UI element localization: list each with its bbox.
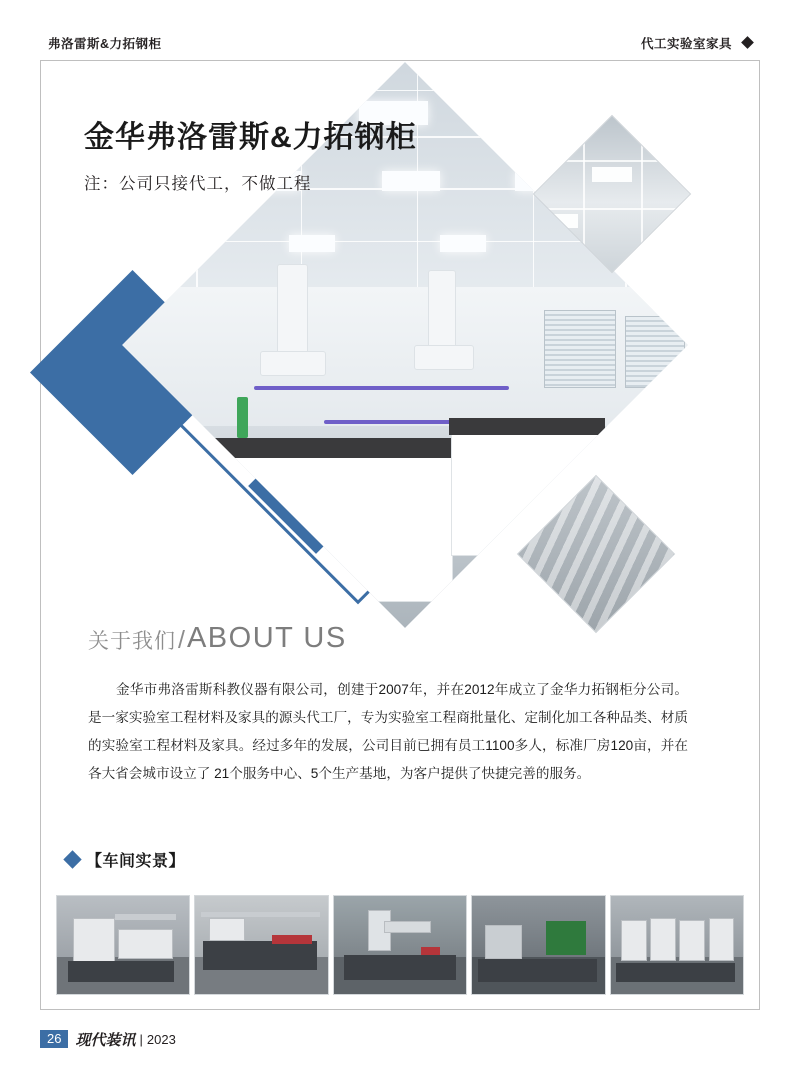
about-us-paragraph: 金华市弗洛雷斯科教仪器有限公司，创建于2007年，并在2012年成立了金华力拓钢柜分公司。是一家实验室工程材料及家具的源头代工厂，专为实验室工程商批量化、定制化加工各种品类、材质的实验室工程材料及家具。经过多年的发展，公司目前已拥有员工1100多人，标准厂房120亩，并在各大省会城市设立了 21个服务中心、5个生产基地，为客户提供了快捷完善的服务。: [88, 682, 688, 781]
header-right-title: 代工实验室家具: [640, 37, 732, 51]
diamond-icon: [63, 850, 81, 868]
about-heading-cn: 关于我们: [88, 630, 176, 653]
page-number: 26: [40, 1030, 68, 1048]
workshop-photo-cutting-bed: [194, 895, 328, 995]
footer-separator: |: [139, 1031, 143, 1047]
workshop-photo-strip: [56, 895, 744, 995]
page-subtitle: 注：公司只接代工，不做工程: [84, 175, 312, 193]
workshop-photo-assembly-line: [610, 895, 744, 995]
diamond-icon: [741, 36, 754, 49]
page-title: 金华弗洛雷斯&力拓钢柜: [84, 121, 417, 154]
about-us-heading: [88, 622, 347, 655]
about-heading-slash: /: [178, 626, 185, 654]
page-header: [40, 34, 760, 58]
about-heading-en: ABOUT US: [186, 622, 347, 654]
title-block: [84, 112, 417, 194]
workshop-photo-laser-cutting: [56, 895, 190, 995]
header-left-title: 弗洛雷斯&力拓钢柜: [48, 37, 162, 51]
footer-year: 2023: [146, 1031, 176, 1047]
workshop-photo-workshop-interior: [471, 895, 605, 995]
workshop-title: 【车间实景】: [86, 853, 186, 870]
footer-brand: 现代装讯: [75, 1032, 136, 1049]
workshop-photo-robot-arm: [333, 895, 467, 995]
page-footer: [40, 1028, 176, 1050]
workshop-heading: [66, 848, 185, 871]
